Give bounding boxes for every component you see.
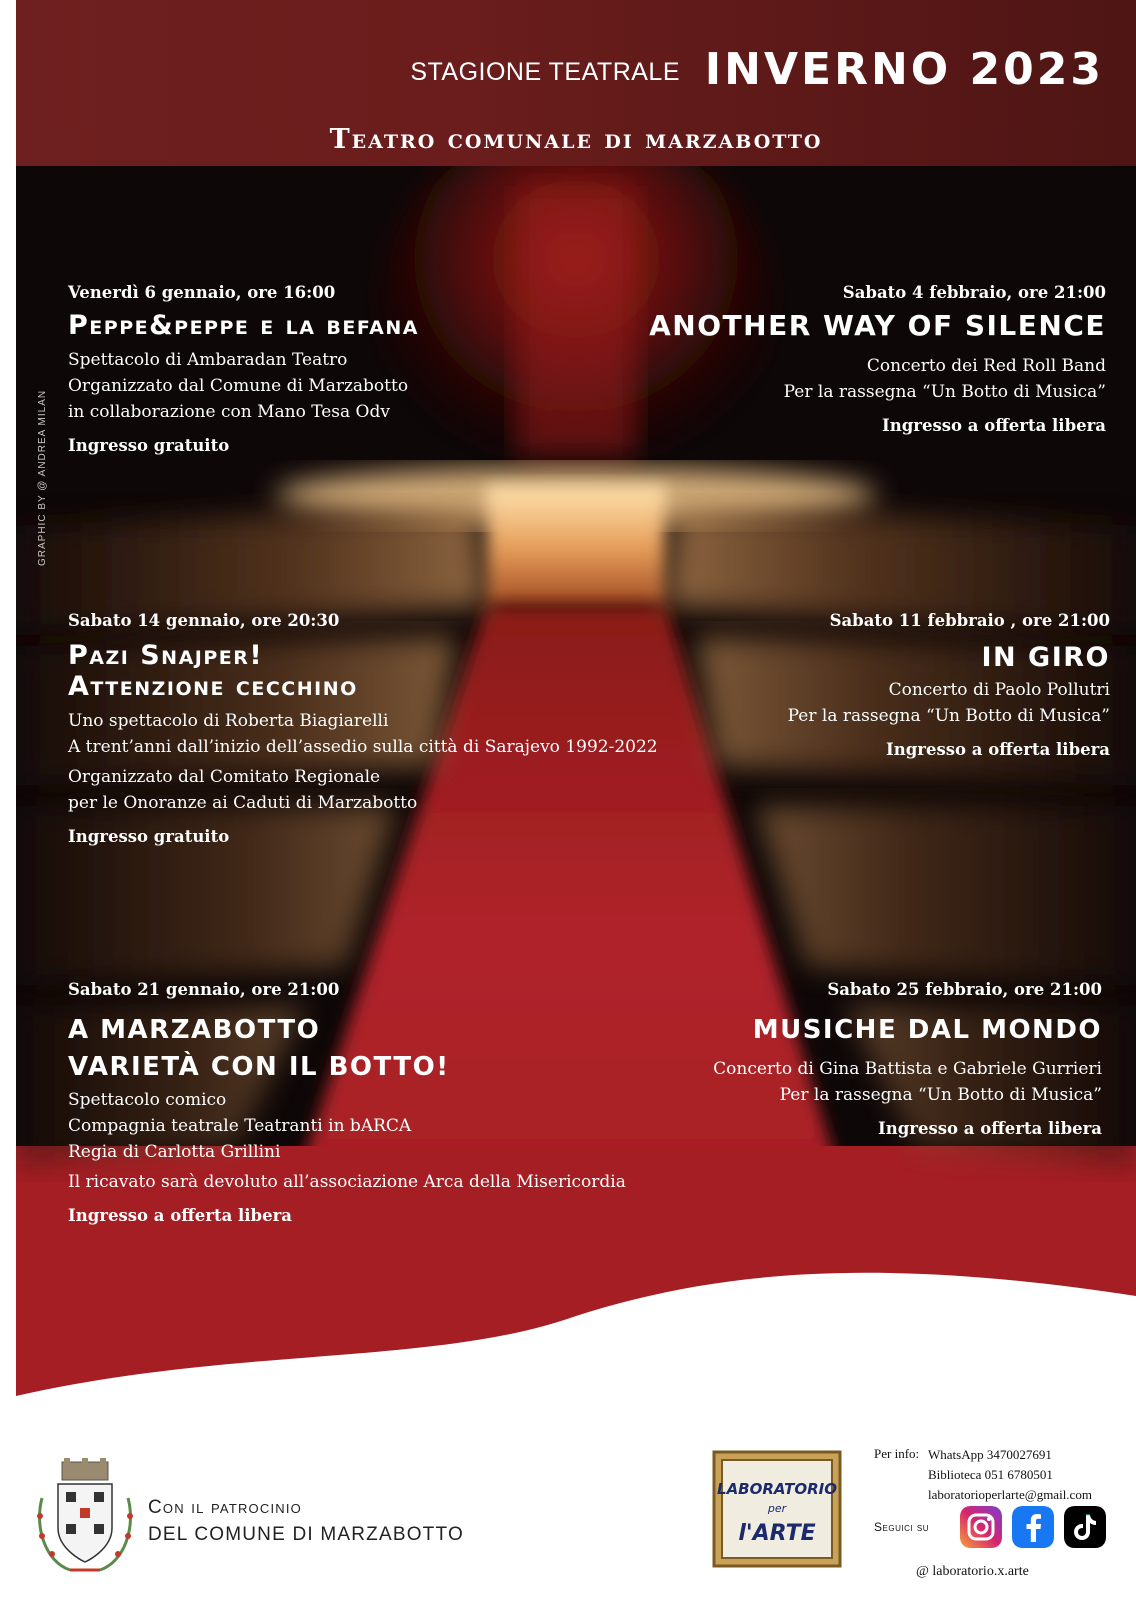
event-detail-line: Spettacolo di Ambaradan Teatro [68, 350, 348, 370]
event-details [68, 1087, 626, 1195]
graphic-credit: GRAPHIC BY @ ANDREA MILAN [37, 389, 48, 566]
event-detail-line: Organizzato dal Comitato Regionale [68, 767, 381, 787]
event-entry: Ingresso a offerta libera [886, 740, 1110, 759]
logo-text-bottom: l'ARTE [738, 1521, 816, 1546]
instagram-icon[interactable] [960, 1506, 1002, 1548]
event-title-line: Pazi Snajper! [68, 640, 264, 671]
event-date: Sabato 21 gennaio, ore 21:00 [68, 980, 340, 999]
event-details [68, 708, 658, 760]
event-detail-line: in collaborazione con Mano Tesa Odv [68, 402, 390, 422]
event-detail-line: Spettacolo comico [68, 1090, 227, 1110]
venue-title: Teatro comunale di marzabotto [329, 124, 823, 155]
event-entry: Ingresso a offerta libera [882, 416, 1106, 435]
patronage-text [148, 1494, 464, 1548]
event-date: Sabato 4 febbraio, ore 21:00 [842, 283, 1106, 302]
social-handle[interactable]: @ laboratorio.x.arte [916, 1564, 1029, 1579]
info-library-phone: Biblioteca 051 6780501 [928, 1467, 1053, 1482]
event-detail-line: Per la rassegna “Un Botto di Musica” [779, 1085, 1102, 1105]
event-card-in-giro [788, 610, 1110, 761]
patronage-line: Con il patrocinio [148, 1497, 302, 1518]
logo-text-top: LABORATORIO [717, 1480, 837, 1498]
event-detail-line: Concerto dei Red Roll Band [866, 356, 1106, 376]
event-detail-line: per le Onoranze ai Caduti di Marzabotto [68, 793, 418, 813]
event-card-another-way [649, 282, 1106, 437]
event-entry: Ingresso a offerta libera [878, 1119, 1102, 1138]
event-date: Venerdì 6 gennaio, ore 16:00 [68, 283, 336, 302]
event-date: Sabato 11 febbraio , ore 21:00 [829, 611, 1110, 630]
event-card-pazi-snajper [68, 610, 658, 848]
event-title: MUSICHE DAL MONDO [752, 1015, 1102, 1045]
event-title: Peppe&peppe e la befana [68, 310, 419, 341]
event-title-line: A MARZABOTTO [68, 1015, 321, 1045]
theater-background [16, 166, 1136, 1426]
event-detail-line: Organizzato dal Comune di Marzabotto [68, 376, 409, 396]
event-detail-line: Concerto di Gina Battista e Gabriele Gurrieri [713, 1059, 1102, 1079]
event-entry: Ingresso a offerta libera [68, 1206, 292, 1225]
info-email[interactable]: laboratorioperlarte@gmail.com [928, 1487, 1092, 1502]
facebook-icon[interactable] [1012, 1506, 1054, 1548]
event-details [649, 353, 1106, 405]
event-detail-line: Regia di Carlotta Grillini [68, 1142, 281, 1162]
event-detail-line: Uno spettacolo di Roberta Biagiarelli [68, 711, 389, 731]
marzabotto-crest-icon [30, 1458, 140, 1580]
event-title: IN GIRO [981, 642, 1110, 673]
event-details-organizer [68, 764, 658, 816]
laboratorio-per-larte-logo [712, 1450, 842, 1568]
footer [16, 1420, 1136, 1600]
info-label: Per info: [874, 1446, 920, 1461]
event-details [713, 1056, 1102, 1108]
event-date: Sabato 14 gennaio, ore 20:30 [68, 611, 340, 630]
info-whatsapp: WhatsApp 3470027691 [928, 1447, 1052, 1462]
event-title: ANOTHER WAY OF SILENCE [649, 309, 1106, 342]
event-title-line: VARIETÀ CON IL BOTTO! [68, 1052, 450, 1082]
logo-text-mid: per [767, 1502, 787, 1515]
event-details [788, 677, 1110, 729]
event-details [68, 347, 419, 425]
event-title-line: Attenzione cecchino [68, 671, 358, 702]
event-detail-line: Compagnia teatrale Teatranti in bARCA [68, 1116, 412, 1136]
event-detail-line: Per la rassegna “Un Botto di Musica” [783, 382, 1106, 402]
event-entry: Ingresso gratuito [68, 436, 230, 455]
event-detail-line: Per la rassegna “Un Botto di Musica” [787, 706, 1110, 726]
event-detail-line: A trent’anni dall’inizio dell’assedio sulla città di Sarajevo 1992-2022 [68, 737, 658, 757]
patronage-line: DEL COMUNE DI MARZABOTTO [148, 1524, 464, 1545]
event-card-peppe [68, 282, 419, 457]
season-title: INVERNO 2023 [704, 44, 1104, 95]
event-date: Sabato 25 febbraio, ore 21:00 [827, 980, 1102, 999]
event-card-musiche [713, 979, 1102, 1140]
season-label: STAGIONE TEATRALE [410, 58, 680, 86]
event-card-varieta [68, 979, 626, 1227]
tiktok-icon[interactable] [1064, 1506, 1106, 1548]
event-detail-line: Concerto di Paolo Pollutri [888, 680, 1110, 700]
follow-label: Seguici su [874, 1520, 930, 1534]
header-band [16, 0, 1136, 166]
event-entry: Ingresso gratuito [68, 827, 230, 846]
event-detail-line: Il ricavato sarà devoluto all’associazione Arca della Misericordia [68, 1172, 626, 1192]
